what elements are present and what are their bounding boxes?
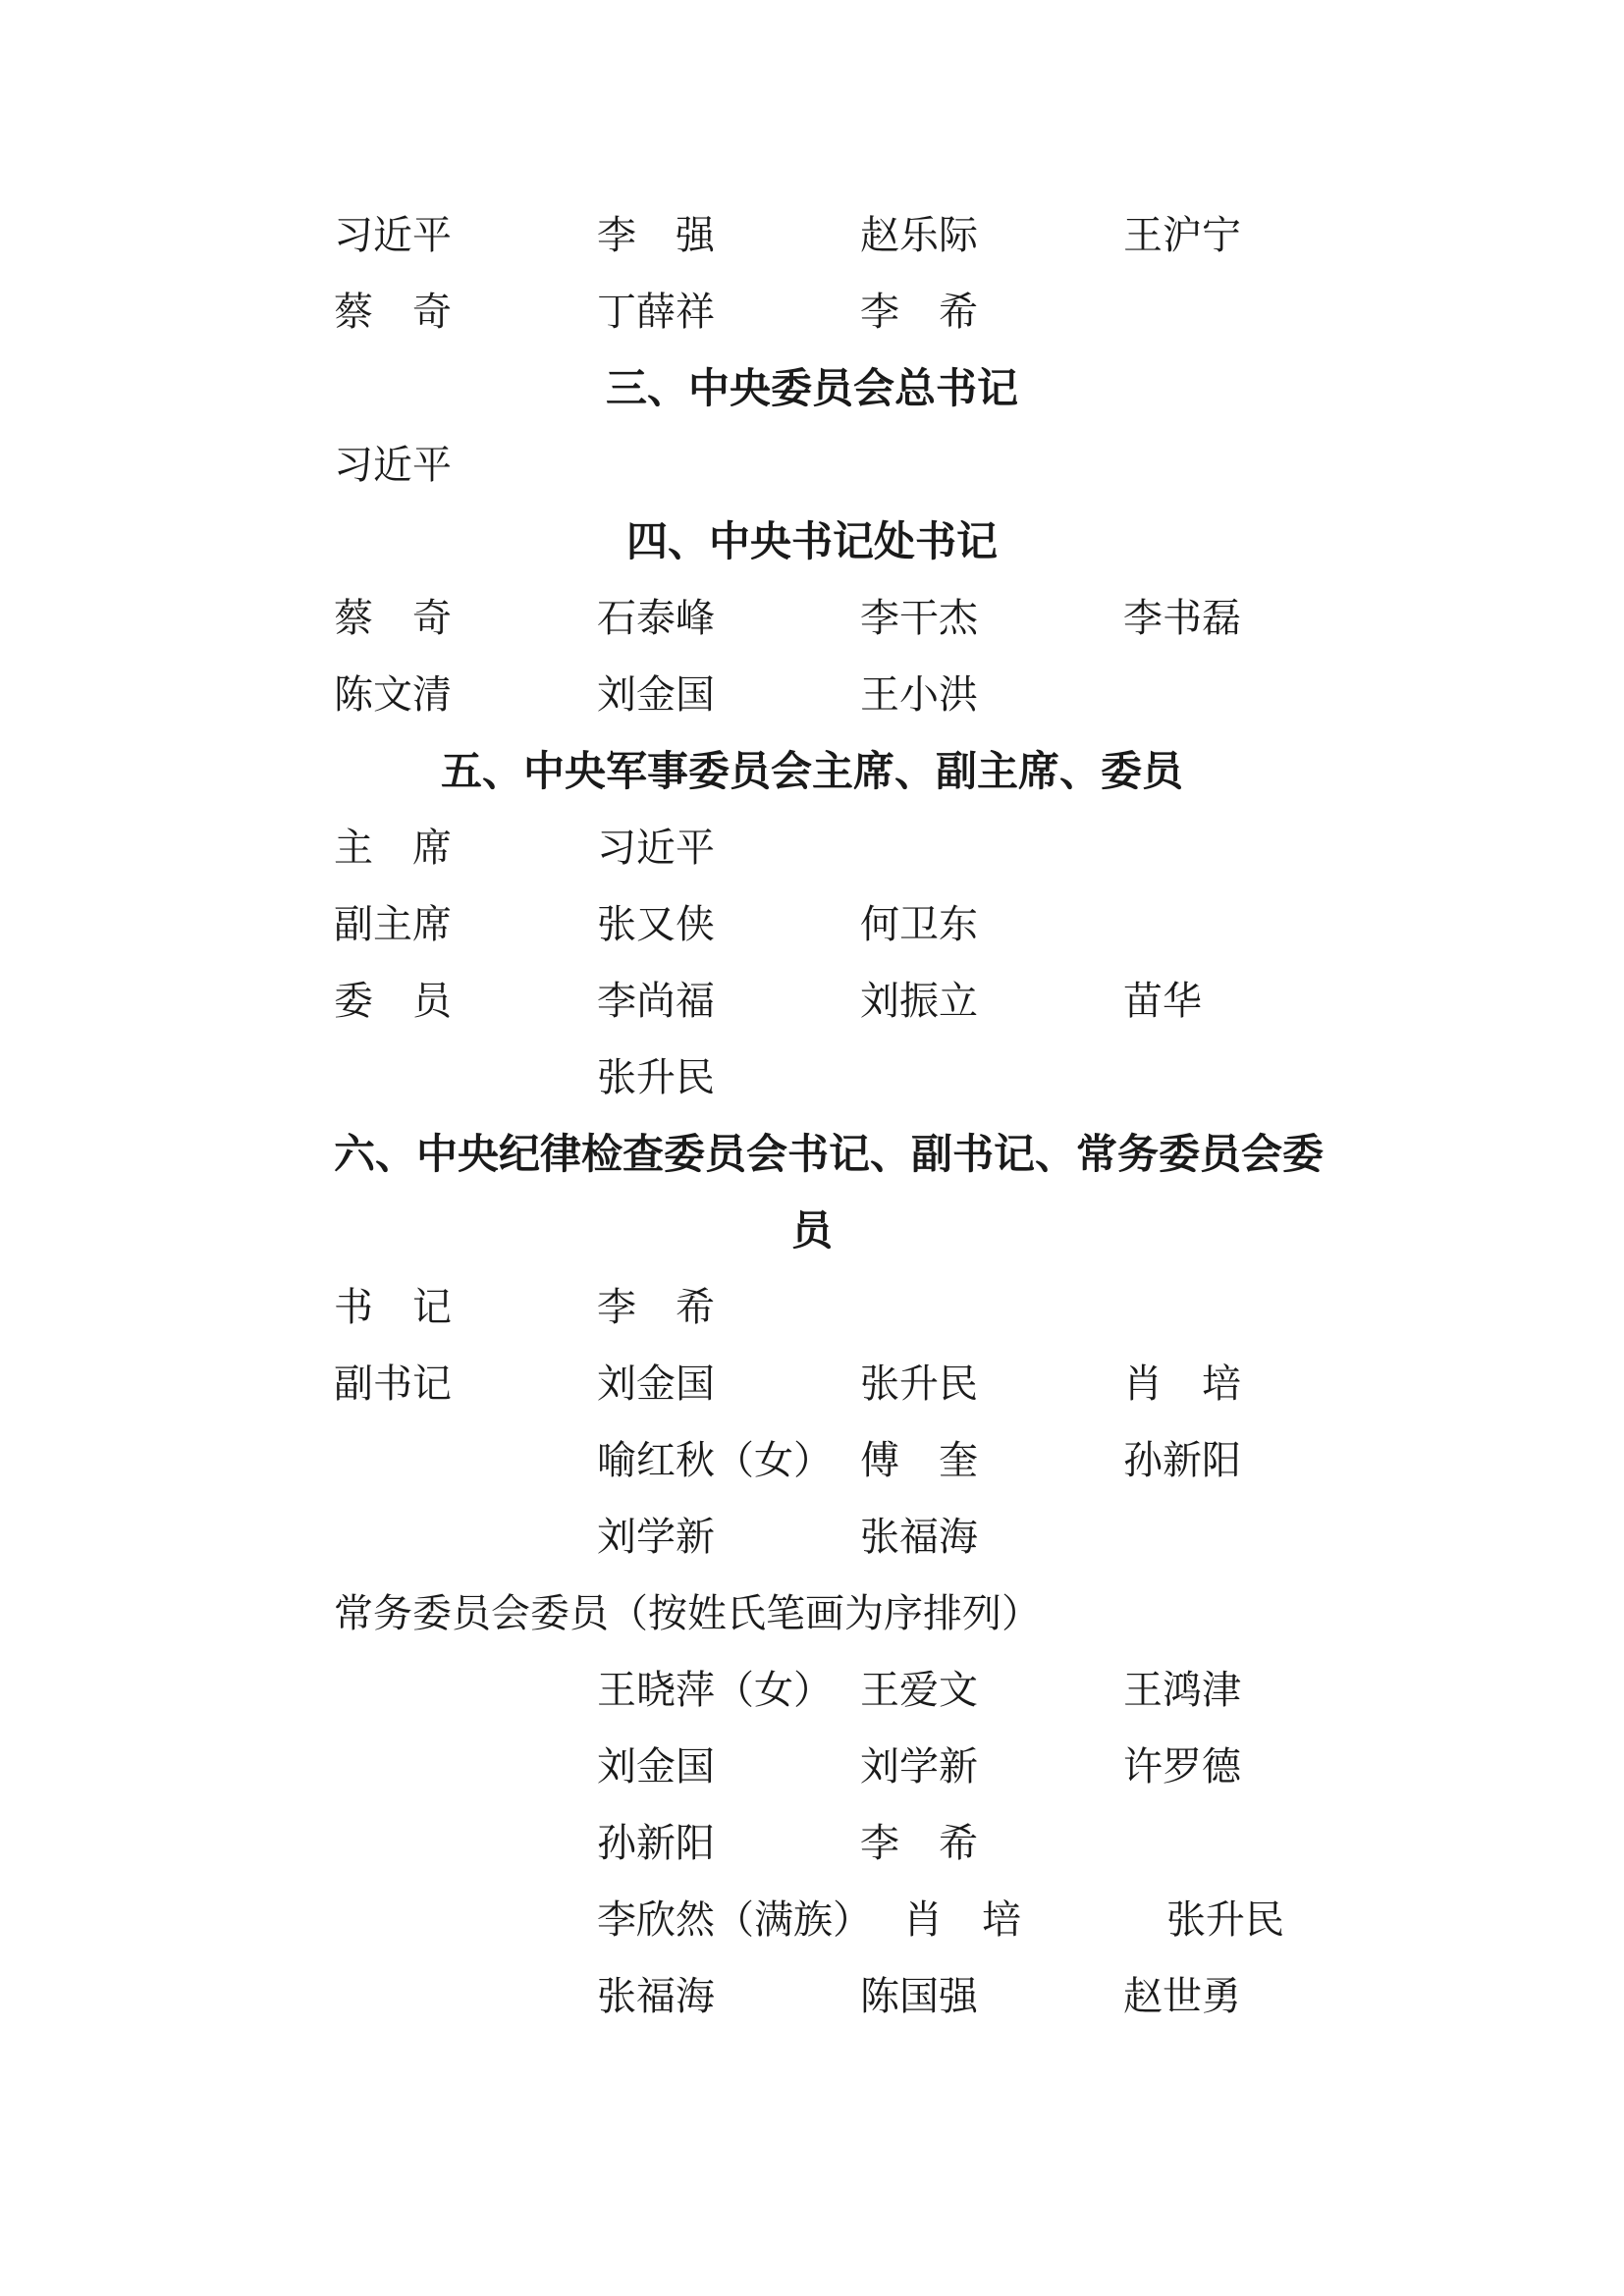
member-name: 张升民 xyxy=(597,1055,715,1100)
name-row xyxy=(0,1508,1624,1567)
member-name: 刘学新 xyxy=(860,1744,978,1789)
member-name: 张升民 xyxy=(1166,1897,1284,1943)
section-heading: 五、中央军事委员会主席、副主席、委员 xyxy=(440,747,1183,795)
member-name: 李 强 xyxy=(597,213,715,258)
role-label: 副书记 xyxy=(334,1362,452,1407)
name-row xyxy=(0,1814,1624,1873)
name-row xyxy=(0,1891,1624,1949)
member-name: 喻红秋（女） xyxy=(597,1438,833,1483)
member-name: 张升民 xyxy=(860,1362,978,1407)
role-label: 委 员 xyxy=(334,979,452,1024)
member-name: 张福海 xyxy=(860,1515,978,1560)
role-row xyxy=(0,972,1624,1031)
member-name: 肖 培 xyxy=(903,1897,1021,1943)
name-row xyxy=(0,666,1624,724)
name-row xyxy=(0,206,1624,265)
section-heading: 六、中央纪律检查委员会书记、副书记、常务委员会委 xyxy=(334,1130,1325,1178)
member-name: 陈国强 xyxy=(860,1974,978,2019)
role-label: 书 记 xyxy=(334,1285,452,1330)
name-row xyxy=(0,1967,1624,2026)
member-name: 王鸿津 xyxy=(1123,1668,1241,1713)
member-name: 王晓萍（女） xyxy=(597,1668,833,1713)
member-name: 李尚福 xyxy=(597,979,715,1024)
section-heading: 四、中央书记处书记 xyxy=(625,517,998,565)
member-name: 蔡 奇 xyxy=(334,596,452,641)
role-row xyxy=(0,1355,1624,1414)
name-row xyxy=(0,436,1624,495)
member-name: 丁薛祥 xyxy=(597,290,715,335)
role-label: 常务委员会委员（按姓氏笔画为序排列） xyxy=(334,1591,1041,1636)
member-name: 王小洪 xyxy=(860,672,978,718)
member-name: 孙新阳 xyxy=(1123,1438,1241,1483)
role-row xyxy=(0,819,1624,878)
member-name: 石泰峰 xyxy=(597,596,715,641)
role-row xyxy=(0,1278,1624,1337)
section-heading: 三、中央委员会总书记 xyxy=(605,364,1018,412)
member-name: 李干杰 xyxy=(860,596,978,641)
member-name: 张福海 xyxy=(597,1974,715,2019)
member-name: 蔡 奇 xyxy=(334,290,452,335)
member-name: 习近平 xyxy=(597,826,715,871)
member-name: 赵世勇 xyxy=(1123,1974,1241,2019)
member-name: 习近平 xyxy=(334,213,452,258)
name-row xyxy=(0,1661,1624,1720)
member-name: 陈文清 xyxy=(334,672,452,718)
member-name: 李 希 xyxy=(860,290,978,335)
member-name: 王沪宁 xyxy=(1123,213,1241,258)
member-name: 李欣然（满族） xyxy=(597,1897,872,1943)
member-name: 赵乐际 xyxy=(860,213,978,258)
member-name: 刘振立 xyxy=(860,979,978,1024)
name-row xyxy=(0,1737,1624,1796)
role-row xyxy=(0,895,1624,954)
member-name: 何卫东 xyxy=(860,902,978,947)
member-name: 许罗德 xyxy=(1123,1744,1241,1789)
role-label: 主 席 xyxy=(334,826,452,871)
member-name: 傅 奎 xyxy=(860,1438,978,1483)
member-name: 刘金国 xyxy=(597,1744,715,1789)
name-row xyxy=(0,283,1624,342)
role-row xyxy=(0,1584,1624,1643)
member-name: 王爱文 xyxy=(860,1668,978,1713)
member-name: 孙新阳 xyxy=(597,1821,715,1866)
member-name: 李 希 xyxy=(597,1285,715,1330)
member-name: 李书磊 xyxy=(1123,596,1241,641)
member-name: 苗华 xyxy=(1123,979,1202,1024)
member-name: 刘学新 xyxy=(597,1515,715,1560)
member-name: 刘金国 xyxy=(597,1362,715,1407)
name-row xyxy=(0,589,1624,648)
member-name: 习近平 xyxy=(334,443,452,488)
role-label: 副主席 xyxy=(334,902,452,947)
member-name: 李 希 xyxy=(860,1821,978,1866)
name-row xyxy=(0,1048,1624,1107)
member-name: 肖 培 xyxy=(1123,1362,1241,1407)
section-heading-continuation: 员 xyxy=(790,1206,833,1255)
member-name: 张又侠 xyxy=(597,902,715,947)
member-name: 刘金国 xyxy=(597,672,715,718)
name-row xyxy=(0,1431,1624,1490)
